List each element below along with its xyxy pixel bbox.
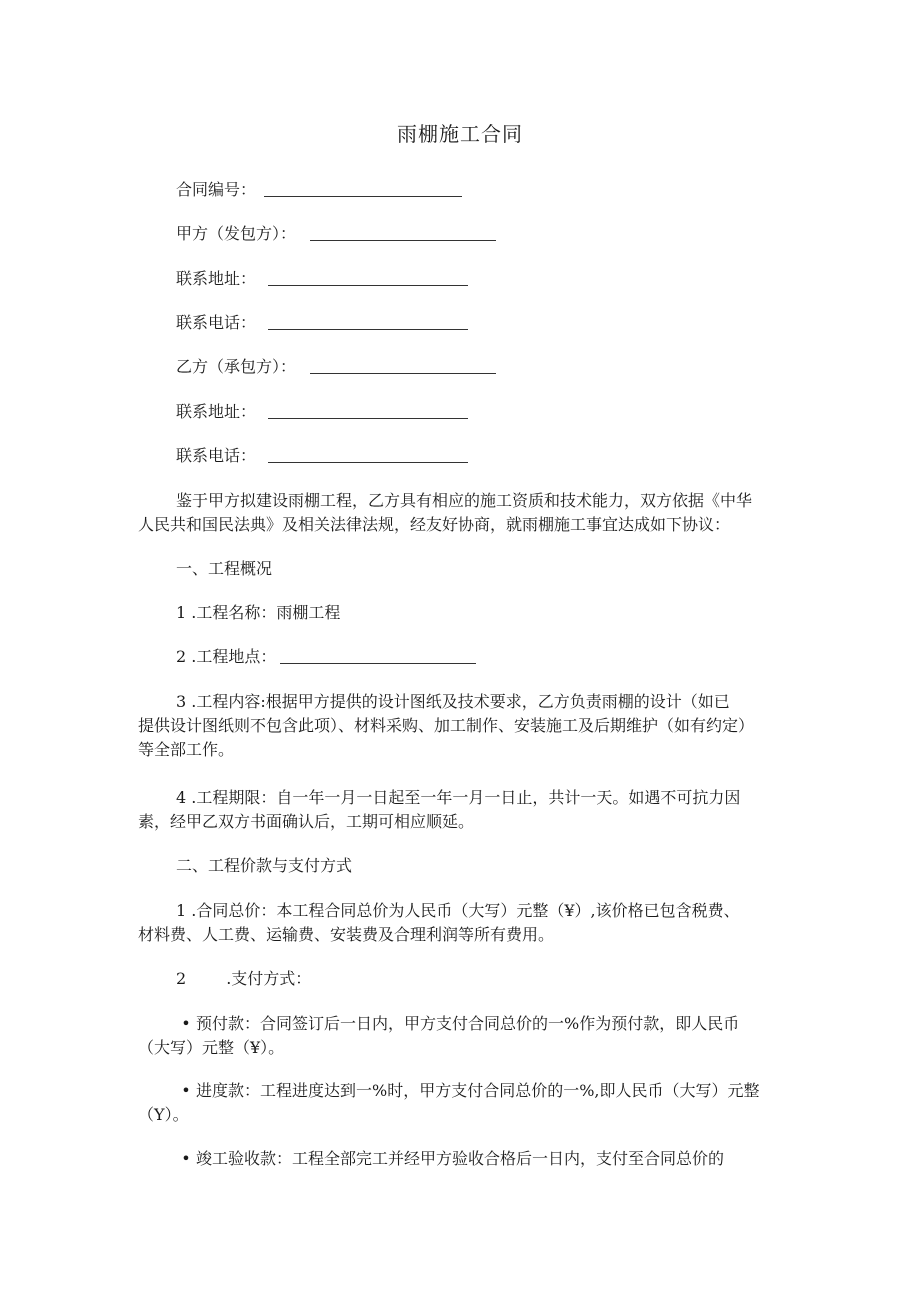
contract-total-line: 材料费、人工费、运输费、安装费及合理利润等所有费用。: [138, 925, 555, 944]
project-content-item: [138, 690, 788, 762]
completion-payment-line: 竣工验收款：工程全部完工并经甲方验收合格后一日内，支付至合同总价的: [196, 1149, 725, 1168]
section-1-heading: 一、工程概况: [176, 559, 273, 578]
preamble-line: 鉴于甲方拟建设雨棚工程，乙方具有相应的施工资质和技术能力，双方依据《中华: [176, 491, 753, 510]
bullet-icon: •: [181, 1081, 191, 1100]
party-a-phone-field: [176, 311, 468, 335]
party-a-label: 甲方（发包方）：: [176, 224, 297, 243]
party-a-address-label: 联系地址：: [176, 269, 257, 288]
bullet-icon: •: [181, 1014, 191, 1033]
party-b-address-blank: [268, 400, 468, 419]
party-a-blank: [310, 222, 496, 241]
contract-total-item: [138, 899, 788, 947]
party-b-field: [176, 355, 496, 379]
advance-payment-line: （大写）元整（¥）。: [138, 1038, 285, 1057]
party-b-phone-label: 联系电话：: [176, 446, 257, 465]
party-a-phone-blank: [268, 311, 468, 330]
project-duration-line: 素，经甲乙双方书面确认后，工期可相应顺延。: [138, 812, 475, 831]
preamble-line: 人民共和国民法典》及相关法律法规，经友好协商，就雨棚施工事宜达成如下协议：: [138, 515, 731, 534]
party-a-field: [176, 222, 496, 246]
project-content-line: 3 .工程内容:根据甲方提供的设计图纸及技术要求，乙方负责雨棚的设计（如已: [176, 692, 730, 711]
progress-payment-line: 进度款：工程进度达到一%时，甲方支付合同总价的一%,即人民币（大写）元整: [196, 1081, 760, 1100]
project-duration-item: [138, 786, 788, 834]
project-name-item: 1 .工程名称：雨棚工程: [176, 603, 341, 622]
document-title: 雨棚施工合同: [397, 122, 523, 146]
party-b-label: 乙方（承包方）：: [176, 357, 297, 376]
progress-payment-line: （Y）。: [138, 1105, 189, 1124]
advance-payment-bullet: [138, 1012, 788, 1060]
contract-number-field: [176, 178, 462, 202]
party-b-address-field: [176, 400, 468, 424]
party-a-address-blank: [268, 267, 468, 286]
section-2-heading: 二、工程价款与支付方式: [176, 856, 353, 875]
payment-method-item: [176, 967, 311, 991]
project-location-blank: [280, 645, 476, 664]
contract-total-line: 1 .合同总价：本工程合同总价为人民币（大写）元整（¥）,该价格已包含税费、: [176, 901, 740, 920]
advance-payment-line: 预付款：合同签订后一日内，甲方支付合同总价的一%作为预付款，即人民币: [196, 1014, 740, 1033]
party-b-phone-field: [176, 444, 468, 468]
party-b-phone-blank: [268, 444, 468, 463]
project-content-line: 提供设计图纸则不包含此项）、材料采购、加工制作、安装施工及后期维护（如有约定）: [138, 716, 755, 735]
payment-method-label: .支付方式：: [226, 969, 312, 988]
project-duration-line: 4 .工程期限：自一年一月一日起至一年一月一日止，共计一天。如遇不可抗力因: [176, 788, 741, 807]
contract-number-blank: [264, 178, 462, 197]
party-a-address-field: [176, 267, 468, 291]
project-content-line: 等全部工作。: [138, 740, 235, 759]
party-b-blank: [310, 355, 496, 374]
project-location-item: [176, 645, 476, 669]
bullet-icon: •: [181, 1149, 191, 1168]
payment-method-number: 2: [176, 969, 187, 988]
completion-payment-bullet: [138, 1147, 788, 1171]
project-location-label: 2 .工程地点：: [176, 647, 277, 666]
preamble-paragraph: [138, 489, 788, 537]
contract-number-label: 合同编号：: [176, 180, 257, 199]
progress-payment-bullet: [138, 1079, 788, 1127]
party-b-address-label: 联系地址：: [176, 402, 257, 421]
party-a-phone-label: 联系电话：: [176, 313, 257, 332]
